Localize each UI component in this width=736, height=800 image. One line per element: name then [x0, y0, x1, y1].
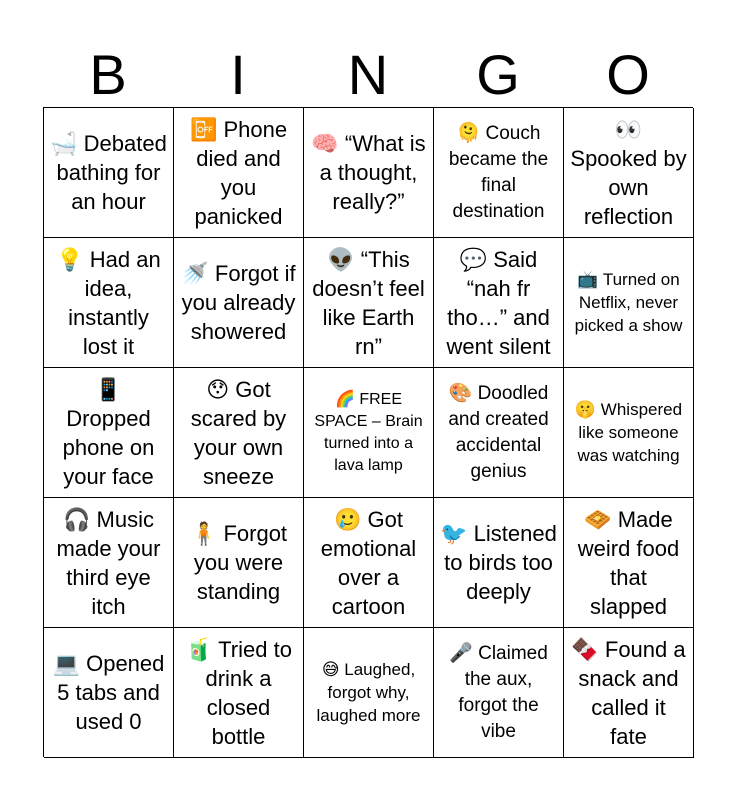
cell-text: 🧃 Tried to drink a closed bottle — [185, 636, 292, 749]
free-space-cell[interactable] — [304, 368, 434, 498]
cell-text: 🤫 Whispered like someone was watching — [574, 400, 683, 465]
cell-text: 👀 Spooked by own reflection — [570, 116, 687, 229]
bingo-cell[interactable] — [304, 108, 434, 238]
cell-text: 🧍 Forgot you were standing — [189, 521, 288, 604]
header-letter-n: N — [347, 43, 389, 106]
cell-text: 🫠 Couch became the final destination — [448, 122, 549, 222]
header-letter-o: O — [606, 43, 650, 106]
header-letter-g: G — [476, 43, 520, 106]
header-letter-i: I — [230, 43, 246, 106]
bingo-cell[interactable] — [434, 628, 564, 758]
cell-text: 🐦 Listened to birds too deeply — [440, 521, 557, 604]
cell-text: 🚿 Forgot if you already showered — [181, 261, 296, 344]
bingo-cell[interactable] — [174, 628, 304, 758]
header-letter-b: B — [89, 43, 127, 106]
cell-text: 🥲 Got emotional over a cartoon — [320, 506, 417, 619]
bingo-cell[interactable] — [434, 108, 564, 238]
bingo-cell[interactable] — [564, 628, 694, 758]
cell-text: 💬 Said “nah fr tho…” and went silent — [446, 246, 551, 359]
bingo-cell[interactable] — [44, 498, 174, 628]
bingo-cell[interactable] — [304, 238, 434, 368]
bingo-cell[interactable] — [564, 238, 694, 368]
cell-text: 🎨 Doodled and created accidental genius — [448, 382, 549, 482]
bingo-cell[interactable] — [564, 108, 694, 238]
bingo-cell[interactable] — [564, 498, 694, 628]
bingo-cell[interactable] — [44, 238, 174, 368]
cell-text: 🧇 Made weird food that slapped — [577, 506, 680, 619]
bingo-cell[interactable] — [174, 108, 304, 238]
bingo-cell[interactable] — [434, 498, 564, 628]
cell-text: 💡 Had an idea, instantly lost it — [56, 246, 161, 359]
bingo-cell[interactable] — [434, 368, 564, 498]
cell-text: 📱 Dropped phone on your face — [62, 376, 155, 489]
bingo-cell[interactable] — [304, 628, 434, 758]
bingo-cell[interactable] — [174, 238, 304, 368]
bingo-cell[interactable] — [44, 628, 174, 758]
cell-text: 😯 Got scared by your own sneeze — [190, 376, 287, 489]
bingo-cell[interactable] — [434, 238, 564, 368]
cell-text: 🎤 Claimed the aux, forgot the vibe — [449, 642, 548, 742]
cell-text: 🧠 “What is a thought, really?” — [311, 131, 426, 214]
bingo-cell[interactable] — [304, 498, 434, 628]
bingo-board — [43, 107, 693, 757]
bingo-cell[interactable] — [564, 368, 694, 498]
bingo-cell[interactable] — [174, 368, 304, 498]
cell-text: 👽 “This doesn’t feel like Earth rn” — [312, 246, 425, 359]
bingo-cell[interactable] — [44, 368, 174, 498]
cell-text: 💻 Opened 5 tabs and used 0 — [52, 651, 165, 734]
bingo-cell[interactable] — [174, 498, 304, 628]
cell-text: 😅 Laughed, forgot why, laughed more — [316, 660, 421, 725]
cell-text: 🍫 Found a snack and called it fate — [571, 636, 686, 749]
cell-text: 🎧 Music made your third eye itch — [56, 506, 161, 619]
bingo-cell[interactable] — [44, 108, 174, 238]
cell-text: 🛁 Debated bathing for an hour — [50, 131, 167, 214]
cell-text: 🌈 FREE SPACE – Brain turned into a lava lamp — [314, 390, 423, 474]
cell-text: 📺 Turned on Netflix, never picked a show — [574, 270, 683, 335]
cell-text: 📴 Phone died and you panicked — [189, 116, 288, 229]
bingo-header — [43, 42, 693, 108]
